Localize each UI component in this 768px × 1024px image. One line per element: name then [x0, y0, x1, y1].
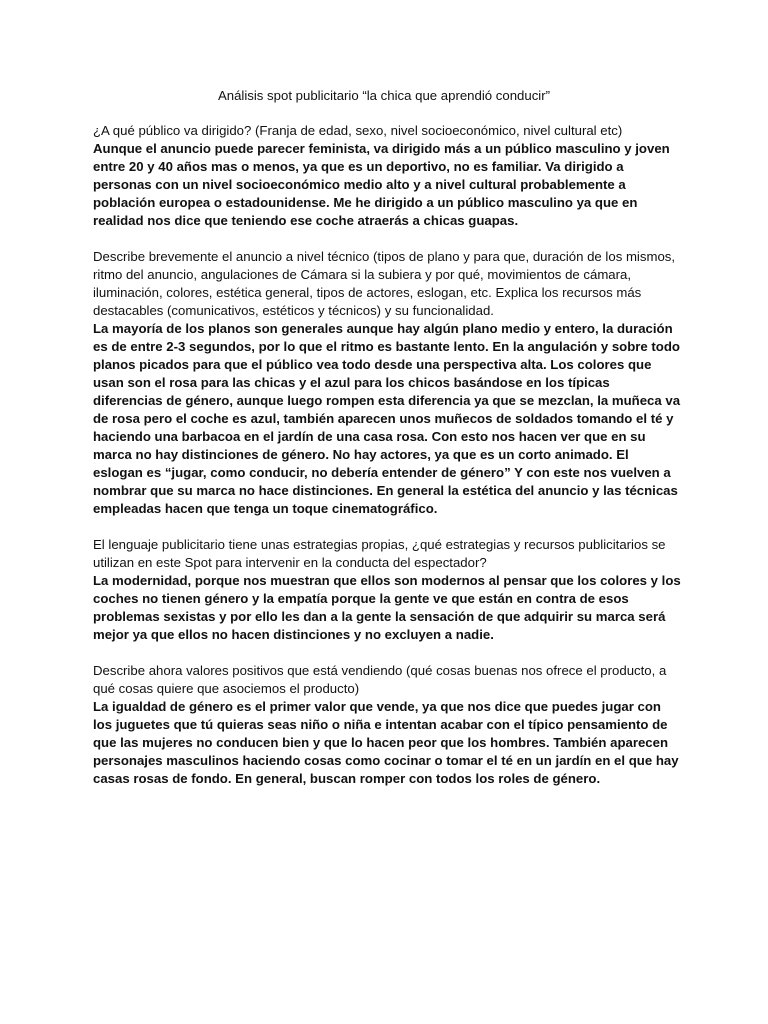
question-text: ¿A qué público va dirigido? (Franja de edad, sexo, nivel socioeconómico, nivel cultural etc) [93, 123, 623, 138]
document-body [93, 122, 681, 806]
question-text: Describe brevemente el anuncio a nivel técnico (tipos de plano y para que, duración de los mismos, ritmo del anuncio, angulaciones de Cámara si la subiera y por qué, movimientos de cámara, iluminación, colores, estética general, tipos de actores, eslogan, etc. Explica los recursos más destacables (comunicativos, estéticos y técnicos) y su funcionalidad. [93, 249, 676, 318]
question-text: Describe ahora valores positivos que está vendiendo (qué cosas buenas nos ofrece el producto, a qué cosas quiere que asociemos el producto) [93, 663, 667, 696]
answer-text: La igualdad de género es el primer valor que vende, ya que nos dice que puedes jugar con los juguetes que tú quieras seas niño o niña e intentan acabar con el típico pensamiento de que las mujeres no conducen bien y que lo hacen peor que los hombres. También aparecen personajes masculinos haciendo cosas como cocinar o tomar el té en un jardín en el que hay casas rosas de fondo. En general, buscan romper con todos los roles de género. [93, 699, 679, 786]
question-text: El lenguaje publicitario tiene unas estrategias propias, ¿qué estrategias y recursos publicitarios se utilizan en este Spot para intervenir en la conducta del espectador? [93, 537, 666, 570]
section-audience [93, 122, 681, 230]
answer-text: Aunque el anuncio puede parecer feminista, va dirigido más a un público masculino y joven entre 20 y 40 años mas o menos, ya que es un deportivo, no es familiar. Va dirigido a personas con un nivel socioeconómico medio alto y a nivel cultural probablemente a población europea o estadounidense. Me he dirigido a un público masculino ya que en realidad nos dice que teniendo ese coche atraerás a chicas guapas. [93, 141, 670, 228]
section-technical [93, 248, 681, 518]
answer-text: La modernidad, porque nos muestran que ellos son modernos al pensar que los colores y los coches no tienen género y la empatía porque la gente ve que están en contra de esos problemas sexistas y por ello les dan a la gente la sensación de que adquirir su marca será mejor ya que ellos no hacen distinciones y no excluyen a nadie. [93, 573, 681, 642]
section-values [93, 662, 681, 788]
answer-text: La mayoría de los planos son generales aunque hay algún plano medio y entero, la duración es de entre 2-3 segundos, por lo que el ritmo es bastante lento. En la angulación y sobre todo planos picados para que el público vea todo desde una perspectiva alta. Los colores que usan son el rosa para las chicas y el azul para los chicos basándose en los típicas diferencias de género, aunque luego rompen esta diferencia ya que se mezclan, la muñeca va de rosa pero el coche es azul, también aparecen unos muñecos de soldados tomando el té y haciendo una barbacoa en el jardín de una casa rosa. Con esto nos hacen ver que en su marca no hay distinciones de género. No hay actores, ya que es un corto animado. El eslogan es “jugar, como conducir, no debería entender de género” Y con este nos vuelven a nombrar que su marca no hace distinciones. En general la estética del anuncio y las técnicas empleadas hacen que tenga un toque cinematográfico. [93, 321, 681, 516]
section-strategies [93, 536, 681, 644]
document-title: Análisis spot publicitario “la chica que aprendió conducir” [217, 88, 551, 103]
